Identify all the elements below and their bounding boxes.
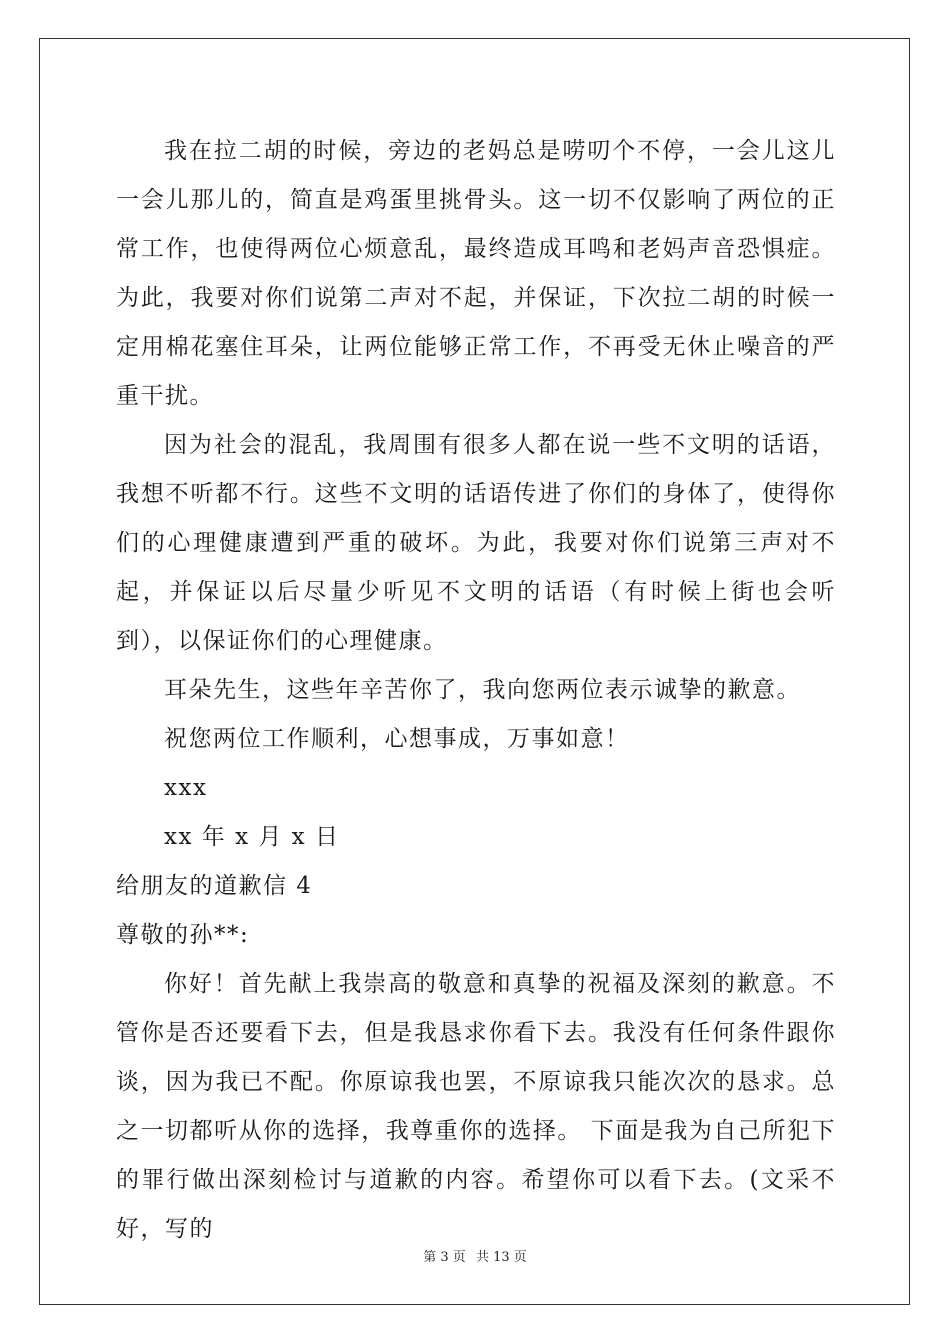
paragraph-society: 因为社会的混乱，我周围有很多人都在说一些不文明的话语，我想不听都不行。这些不文明的话语传进了你们的身体了，使得你们的心理健康遭到严重的破坏。为此，我要对你们说第三声对不起，并保证以后尽量少听见不文明的话语（有时候上街也会听到），以保证你们的心理健康。 xyxy=(116,432,836,654)
page-number: 第 3 页 xyxy=(423,1250,466,1265)
section-title: 给朋友的道歉信 4 xyxy=(116,873,313,899)
salutation: 尊敬的孙**: xyxy=(116,922,250,948)
document-body xyxy=(116,127,836,1254)
total-pages: 共 13 页 xyxy=(475,1250,527,1265)
signature-name: xxx xyxy=(164,775,208,801)
signature-date: xx 年 x 月 x 日 xyxy=(164,824,340,850)
letter-paragraph: 你好！首先献上我崇高的敬意和真挚的祝福及深刻的歉意。不管你是否还要看下去，但是我恳求你看下去。我没有任何条件跟你谈，因为我已不配。你原谅我也罢，不原谅我只能次次的恳求。总之一切都听从你的选择，我尊重你的选择。 下面是我为自己所犯下的罪行做出深刻检讨与道歉的内容。希望你可以看下去。(文采不好，写的 xyxy=(116,971,836,1242)
paragraph-erhu: 我在拉二胡的时候，旁边的老妈总是唠叨个不停，一会儿这儿一会儿那儿的，简直是鸡蛋里挑骨头。这一切不仅影响了两位的正常工作，也使得两位心烦意乱，最终造成耳鸣和老妈声音恐惧症。为此，我要对你们说第二声对不起，并保证，下次拉二胡的时候一定用棉花塞住耳朵，让两位能够正常工作，不再受无休止噪音的严重干扰。 xyxy=(116,138,836,409)
paragraph-ear-thanks: 耳朵先生，这些年辛苦你了，我向您两位表示诚挚的歉意。 xyxy=(164,677,801,703)
paragraph-wishes: 祝您两位工作顺利，心想事成，万事如意！ xyxy=(164,726,630,752)
page-footer xyxy=(0,1246,950,1265)
